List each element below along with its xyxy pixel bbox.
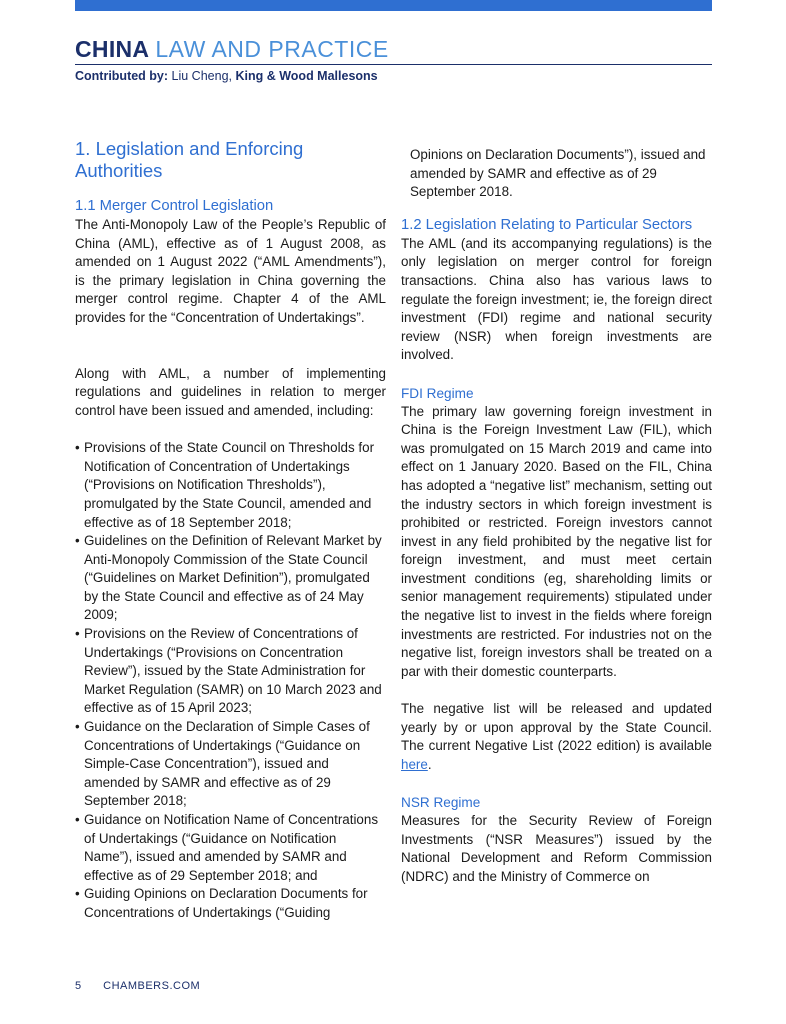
title-country: CHINA [75, 36, 150, 62]
page-number: 5 [75, 980, 82, 992]
page-title [75, 36, 389, 62]
paragraph [401, 700, 712, 774]
list-item: • Guiding Opinions on Declaration Documents for Concentrations of Undertakings (“Guiding [75, 885, 386, 922]
here-link[interactable]: here [401, 756, 428, 772]
header-rule [75, 64, 712, 65]
list-item: • Guidelines on the Definition of Relevant Market by Anti-Monopoly Commission of the State Council (“Guidelines on Market Definition”), promulgated by the State Council and effective as of 24 May 2009; [75, 532, 386, 625]
paragraph: The AML (and its accompanying regulations) is the only legislation on merger control for foreign transactions. China also has various laws to regulate the foreign investment; ie, the foreign direct investment (FDI) regime and national security review (NSR) when foreign investments are involved. [401, 235, 712, 363]
right-column [401, 146, 712, 886]
contributed-label: Contributed by: [75, 69, 169, 83]
link-tail: . [427, 756, 432, 772]
list-item: • Provisions of the State Council on Thresholds for Notification of Concentration of Undertakings (“Provisions on Notification Thresholds”), promulgated by the State Council, amended and effective as of 18 September 2018; [75, 439, 386, 532]
paragraph: Along with AML, a number of implementing regulations and guidelines in relation to merger control have been issued and amended, including: [75, 365, 386, 418]
subsection-title-1-2: 1.2 Legislation Relating to Particular Sectors [401, 216, 693, 233]
nsr-heading: NSR Regime [401, 795, 481, 810]
paragraph: Measures for the Security Review of Foreign Investments (“NSR Measures”) issued by the National Development and Reform Commission (NDRC) and the Ministry of Commerce on [401, 813, 712, 884]
list-item: • Guidance on Notification Name of Concentrations of Undertakings (“Guidance on Notification Name”), issued and amended by SAMR and effective as of 29 September 2018; and [75, 811, 386, 885]
section-title: 1. Legislation and Enforcing Authorities [75, 138, 304, 181]
continued-bullet-text: Opinions on Declaration Documents”), issued and amended by SAMR and effective as of 29 September 2018. [410, 147, 706, 200]
page-footer [75, 980, 200, 992]
paragraph: The Anti-Monopoly Law of the People’s Republic of China (AML), effective as of 1 August 2008, as amended on 1 August 2022 (“AML Amendments”), is the primary legislation in China governing the merger control regime. Chapter 4 of the AML provides for the “Concentration of Undertakings”. [75, 217, 386, 325]
fdi-heading: FDI Regime [401, 385, 474, 401]
list-item: • Guidance on the Declaration of Simple Cases of Concentrations of Undertakings (“Guidance on Simple-Case Concentration”), issued and amended by SAMR and effective as of 29 September 2018; [75, 718, 386, 811]
title-subtitle: LAW AND PRACTICE [155, 36, 389, 62]
author-name: Liu Cheng, [171, 69, 232, 83]
firm-name: King & Wood Mallesons [235, 69, 378, 83]
contributor-line [75, 69, 378, 83]
subsection-title-1-1: 1.1 Merger Control Legislation [75, 198, 274, 214]
footer-site: CHAMBERS.COM [103, 980, 201, 992]
list-item: • Provisions on the Review of Concentrations of Undertakings (“Provisions on Concentration Review”), issued by the State Administration for Market Regulation (SAMR) on 10 March 2023 and effective as of 15 April 2023; [75, 625, 386, 718]
negative-list-text: The negative list will be released and updated yearly by or upon approval by the State Council. The current Negative List (2022 edition) is available [401, 701, 712, 754]
left-column [75, 138, 386, 923]
paragraph: The primary law governing foreign investment in China is the Foreign Investment Law (FIL), which was promulgated on 15 March 2019 and came into effect on 1 January 2020. Based on the FIL, China has adopted a “negative list” mechanism, setting out the industry sectors in which foreign investment is prohibited or restricted. Foreign investors cannot invest in any field prohibited by the negative list for foreign investment, and must meet certain investment conditions (eg, shareholding limits or senior management requirements) stipulated under the negative list to invest in the fields where foreign investments are restricted. For industries not on the negative list, foreign investors shall be treated on a par with their domestic counterparts. [401, 403, 712, 679]
top-accent-bar [75, 0, 712, 11]
bullet-list [75, 439, 386, 922]
